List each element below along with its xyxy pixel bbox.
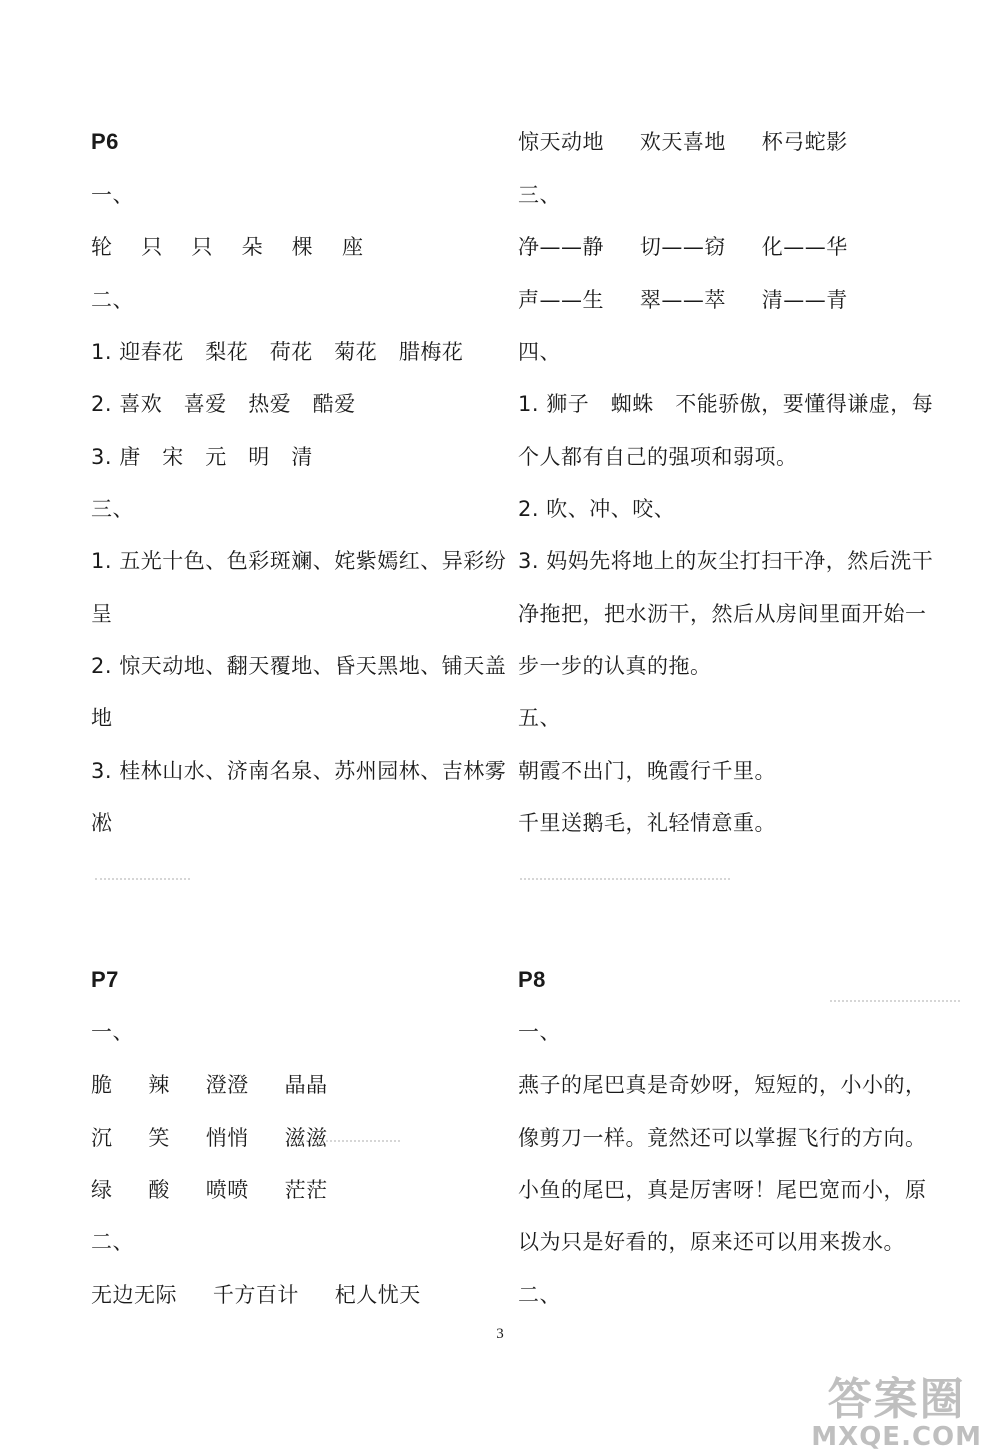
answer-line: 千里送鹅毛，礼轻情意重。: [518, 811, 776, 835]
answer-line: 无边无际 千方百计 杞人忧天: [91, 1283, 421, 1307]
answer-line: 一、: [518, 1020, 561, 1044]
answer-line: 地: [91, 706, 113, 730]
answer-line: 二、: [91, 288, 134, 312]
answer-line: 燕子的尾巴真是奇妙呀，短短的，小小的，: [518, 1073, 927, 1097]
answer-line: 二、: [518, 1283, 561, 1307]
answer-line: 朝霞不出门，晚霞行千里。: [518, 759, 776, 783]
scan-speck: [520, 878, 730, 880]
section-heading-p6: P6: [91, 129, 119, 154]
watermark-logo: [811, 1374, 982, 1452]
watermark-url: MXQE.COM: [811, 1422, 982, 1452]
scan-speck: [830, 1000, 960, 1002]
answer-line: 凇: [91, 811, 113, 835]
answer-line: 脆 辣 澄澄 晶晶: [91, 1073, 328, 1097]
answer-line: 3. 唐 宋 元 明 清: [91, 445, 313, 469]
section-heading-p7: P7: [91, 967, 119, 992]
answer-line: 以为只是好看的，原来还可以用来拨水。: [518, 1230, 905, 1254]
answer-line: 惊天动地 欢天喜地 杯弓蛇影: [518, 130, 848, 154]
page-number: 3: [496, 1326, 504, 1342]
answer-line: 个人都有自己的强项和弱项。: [518, 445, 798, 469]
answer-line: 声——生 翠——萃 清——青: [518, 288, 848, 312]
scan-speck: [95, 878, 190, 880]
answer-line: 像剪刀一样。竟然还可以掌握飞行的方向。: [518, 1126, 927, 1150]
answer-line: 呈: [91, 602, 113, 626]
answer-line: 一、: [91, 1020, 134, 1044]
answer-line: 净拖把，把水沥干，然后从房间里面开始一: [518, 602, 927, 626]
answer-line: 沉 笑 悄悄 滋滋: [91, 1126, 328, 1150]
answer-line: 五、: [518, 706, 561, 730]
answer-line: 1. 迎春花 梨花 荷花 菊花 腊梅花: [91, 340, 464, 364]
answer-line: 二、: [91, 1230, 134, 1254]
answer-line: 净——静 切——窃 化——华: [518, 235, 848, 259]
section-heading-p8: P8: [518, 967, 546, 992]
answer-line: 四、: [518, 340, 561, 364]
answer-line: 2. 吹、冲、咬、: [518, 497, 676, 521]
answer-line: 三、: [518, 183, 561, 207]
answer-line: 1. 五光十色、色彩斑斓、姹紫嫣红、异彩纷: [91, 549, 507, 573]
answer-line: 2. 惊天动地、翻天覆地、昏天黑地、铺天盖: [91, 654, 507, 678]
answer-line: 一、: [91, 183, 134, 207]
answer-line: 轮 只 只 朵 棵 座: [91, 235, 364, 259]
answer-line: 三、: [91, 497, 134, 521]
answer-line: 2. 喜欢 喜爱 热爱 酷爱: [91, 392, 356, 416]
answer-line: 3. 妈妈先将地上的灰尘打扫干净，然后洗干: [518, 549, 934, 573]
answer-line: 1. 狮子 蜘蛛 不能骄傲，要懂得谦虚，每: [518, 392, 934, 416]
answer-line: 小鱼的尾巴，真是厉害呀！尾巴宽而小，原: [518, 1178, 927, 1202]
answer-line: 3. 桂林山水、济南名泉、苏州园林、吉林雾: [91, 759, 507, 783]
answer-line: 步一步的认真的拖。: [518, 654, 712, 678]
watermark-title: 答案圈: [827, 1374, 966, 1425]
answer-line: 绿 酸 喷喷 茫茫: [91, 1178, 328, 1202]
